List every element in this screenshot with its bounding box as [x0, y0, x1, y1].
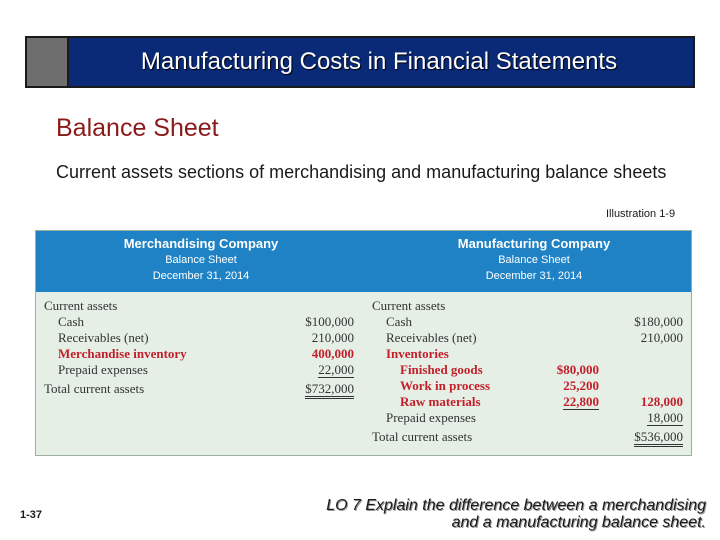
manufacturing-company-name: Manufacturing Company — [457, 236, 611, 251]
mfg-finished-goods-label: Finished goods — [400, 362, 483, 377]
mfg-work-in-process-label: Work in process — [400, 378, 491, 393]
mfg-raw-materials-amount: 22,800 — [563, 394, 599, 409]
merchandising-header — [106, 236, 296, 284]
mfg-cash-label: Cash — [386, 314, 412, 329]
merchandising-company-name: Merchandising Company — [123, 236, 279, 251]
mfg-receivables-value: 210,000 — [640, 330, 683, 345]
learning-objective — [326, 497, 706, 531]
illustration-label: Illustration 1-9 — [606, 208, 676, 220]
merch-inventory-label: Merchandise inventory — [58, 346, 187, 361]
title-accent-square — [27, 38, 69, 86]
merchandising-statement-name: Balance Sheet — [165, 254, 237, 266]
mfg-total-value — [613, 429, 683, 445]
mfg-receivables-label: Receivables (net) — [386, 330, 477, 345]
merch-receivables-value: 210,000 — [311, 330, 354, 345]
mfg-work-in-process-value: 25,200 — [563, 378, 599, 393]
mfg-prepaid-label: Prepaid expenses — [386, 410, 476, 425]
title-bar — [25, 36, 695, 88]
mfg-raw-materials-label: Raw materials — [400, 394, 481, 409]
learning-objective-line-1: LO 7 Explain the difference between a merchandising — [326, 497, 706, 514]
merch-cash-value: $100,000 — [305, 314, 354, 329]
merch-total-label: Total current assets — [44, 381, 145, 396]
manufacturing-header — [434, 236, 634, 284]
merch-prepaid-label: Prepaid expenses — [58, 362, 148, 377]
mfg-current-assets-label: Current assets — [372, 298, 446, 313]
merch-prepaid-amount: 22,000 — [318, 362, 354, 377]
balance-sheet-header — [36, 231, 691, 292]
merch-inventory-value: 400,000 — [311, 346, 354, 361]
merch-prepaid-value — [298, 362, 354, 378]
section-heading: Balance Sheet — [56, 114, 219, 142]
merch-total-value — [286, 381, 354, 397]
mfg-inventories-label: Inventories — [386, 346, 449, 361]
mfg-inventories-total: 128,000 — [640, 394, 683, 409]
merch-current-assets-label: Current assets — [44, 298, 118, 313]
slide-title: Manufacturing Costs in Financial Statements — [140, 48, 618, 75]
manufacturing-date: December 31, 2014 — [485, 270, 583, 282]
mfg-cash-value: $180,000 — [634, 314, 683, 329]
manufacturing-statement-name: Balance Sheet — [498, 254, 570, 266]
slide-number: 1-37 — [20, 509, 43, 521]
mfg-raw-materials-value — [536, 394, 599, 410]
balance-sheet-illustration — [35, 230, 692, 456]
mfg-finished-goods-value: $80,000 — [556, 362, 599, 377]
merch-total-amount: $732,000 — [305, 381, 354, 399]
mfg-prepaid-value — [613, 410, 683, 426]
learning-objective-line-2: and a manufacturing balance sheet. — [451, 514, 706, 531]
mfg-total-amount: $536,000 — [634, 429, 683, 447]
merch-cash-label: Cash — [58, 314, 84, 329]
merch-receivables-label: Receivables (net) — [58, 330, 149, 345]
section-subtitle: Current assets sections of merchandising and manufacturing balance sheets — [56, 162, 667, 182]
mfg-total-label: Total current assets — [372, 429, 473, 444]
mfg-prepaid-amount: 18,000 — [647, 410, 683, 425]
merchandising-date: December 31, 2014 — [152, 270, 250, 282]
